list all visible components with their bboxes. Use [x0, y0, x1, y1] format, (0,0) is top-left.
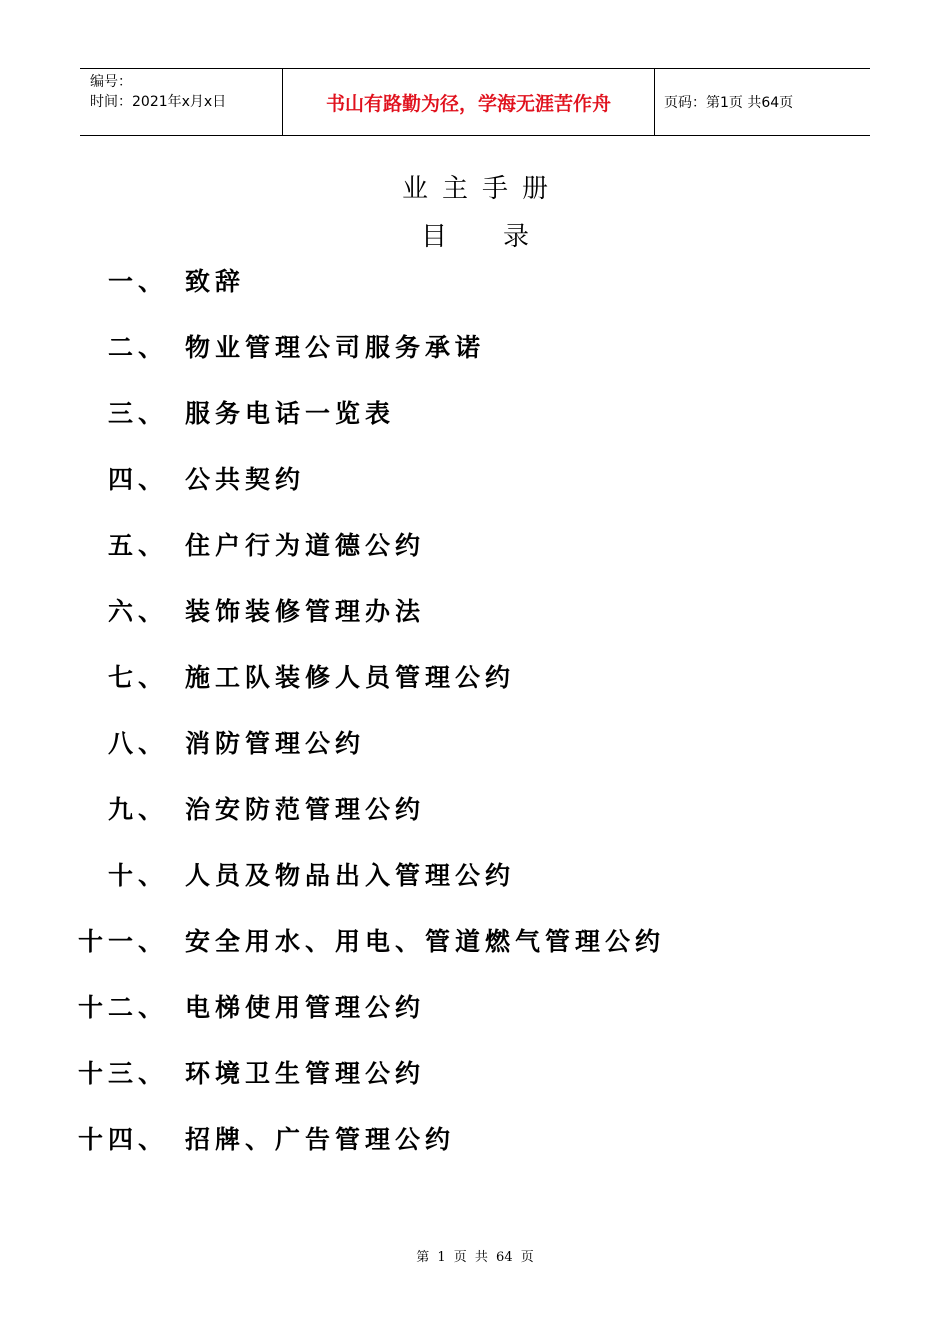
- header-motto: 书山有路勤为径，学海无涯苦作舟: [282, 69, 655, 135]
- header-meta: [80, 69, 282, 135]
- toc-item-number: 十四、: [77, 1125, 168, 1154]
- toc-item-label: 物业管理公司服务承诺: [185, 333, 486, 362]
- toc-item[interactable]: [0, 658, 950, 704]
- toc-item[interactable]: [0, 724, 950, 770]
- toc-item[interactable]: [0, 526, 950, 572]
- toc-item-number: 四、: [107, 465, 168, 494]
- toc-item-label: 施工队装修人员管理公约: [185, 663, 516, 692]
- toc-item-number: 十一、: [77, 927, 168, 956]
- toc-item[interactable]: [0, 394, 950, 440]
- header-page-info: 页码：第1页 共64页: [664, 95, 794, 111]
- toc-heading: [0, 216, 950, 253]
- page-footer: 第 1 页 共 64 页: [416, 1250, 534, 1265]
- toc-item[interactable]: [0, 922, 950, 968]
- page-header: [80, 68, 870, 136]
- toc-item-number: 七、: [107, 663, 168, 692]
- toc-item[interactable]: [0, 592, 950, 638]
- toc-item-label: 消防管理公约: [185, 729, 366, 758]
- toc-item[interactable]: [0, 856, 950, 902]
- toc-item-label: 人员及物品出入管理公约: [185, 861, 516, 890]
- toc-item-number: 六、: [107, 597, 168, 626]
- toc-item-number: 五、: [107, 531, 168, 560]
- toc-item[interactable]: [0, 790, 950, 836]
- toc-item-label: 招牌、广告管理公约: [185, 1125, 456, 1154]
- toc-item-label: 公共契约: [185, 465, 306, 494]
- toc-item[interactable]: [0, 1054, 950, 1100]
- toc-item-label: 装饰装修管理办法: [185, 597, 426, 626]
- toc-item-number: 十二、: [77, 993, 168, 1022]
- toc-item[interactable]: [0, 262, 950, 308]
- toc-item-number: 十三、: [77, 1059, 168, 1088]
- toc-item-label: 环境卫生管理公约: [185, 1059, 426, 1088]
- toc-heading-left: 目: [420, 222, 447, 252]
- toc-heading-right: 录: [503, 222, 530, 252]
- toc-item-number: 一、: [107, 267, 168, 296]
- toc-item[interactable]: [0, 988, 950, 1034]
- toc-item[interactable]: [0, 1120, 950, 1166]
- toc-item-number: 八、: [107, 729, 168, 758]
- toc-item-label: 电梯使用管理公约: [185, 993, 426, 1022]
- toc-item-number: 三、: [107, 399, 168, 428]
- toc-item-label: 服务电话一览表: [185, 399, 396, 428]
- toc-item[interactable]: [0, 328, 950, 374]
- toc-item-number: 九、: [107, 795, 168, 824]
- toc-item-number: 二、: [107, 333, 168, 362]
- toc-item-label: 住户行为道德公约: [185, 531, 426, 560]
- toc-item-label: 致辞: [185, 267, 246, 296]
- toc-item-number: 十、: [107, 861, 168, 890]
- toc-item[interactable]: [0, 460, 950, 506]
- toc-item-label: 治安防范管理公约: [185, 795, 426, 824]
- document-time-label: 时间：2021年x月x日: [90, 94, 227, 110]
- toc-item-label: 安全用水、用电、管道燃气管理公约: [185, 927, 666, 956]
- document-number-label: 编号：: [90, 74, 132, 90]
- document-title: 业主手册: [401, 174, 562, 204]
